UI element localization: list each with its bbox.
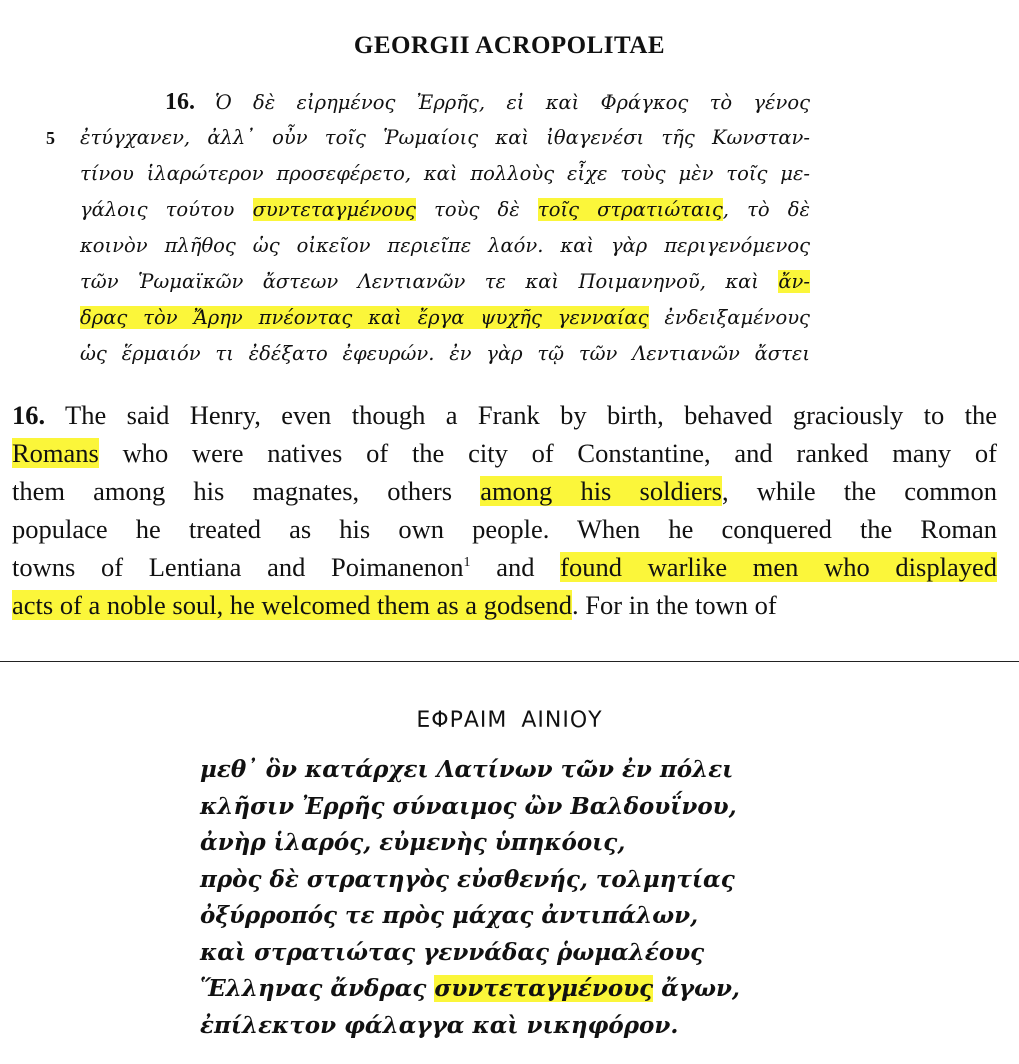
verse-line: ἀνὴρ ἱλαρός, εὐμενὴς ὑπηκόοις, xyxy=(200,829,626,856)
verse-line: μεθ᾿ ὃν κατάρχει Λατίνων τῶν ἐν πόλει xyxy=(200,756,734,783)
highlighted-phrase: δρας τὸν Ἄρην πνέοντας καὶ ἔργα ψυχῆς γενναίας xyxy=(80,306,649,329)
acropolites-greek-text xyxy=(46,84,810,372)
line-marker: 5 xyxy=(46,128,55,148)
highlighted-phrase: among his soldiers xyxy=(480,476,722,506)
section-divider xyxy=(0,661,1019,662)
highlighted-phrase: acts of a noble soul, he welcomed them as a godsend xyxy=(12,590,573,620)
translation-line: Romans who were natives of the city of Constantine, and ranked many of xyxy=(12,438,997,468)
greek-line: 16. Ὁ δὲ εἰρημένος Ἐρρῆς, εἰ καὶ Φράγκος τὸ γένος xyxy=(165,89,810,115)
greek-line: κοινὸν πλῆθος ὡς οἰκεῖον περιεῖπε λαόν. καὶ γὰρ περιγενόμενος xyxy=(80,234,810,257)
greek-line: τῶν Ῥωμαϊκῶν ἄστεων Λεντιανῶν τε καὶ Ποιμανηνοῦ, καὶ ἄν- xyxy=(80,270,810,293)
verse-line: ἐπίλεκτον φάλαγγα καὶ νικηφόρον. xyxy=(200,1011,679,1039)
translation-line: populace he treated as his own people. When he conquered the Roman xyxy=(12,514,997,544)
translation-line: them among his magnates, others among his soldiers, while the common xyxy=(12,476,997,506)
footnote-marker: 1 xyxy=(463,555,471,571)
greek-line: γάλοις τούτου συντεταγμένους τοὺς δὲ τοῖς στρατιώταις, τὸ δὲ xyxy=(80,198,810,221)
greek-line: 5 ἐτύγχανεν, ἀλλ᾿ οὖν τοῖς Ῥωμαίοις καὶ ἰθαγενέσι τῆς Κωνσταν- xyxy=(80,120,810,156)
highlighted-phrase: συντεταγμένους xyxy=(252,198,416,221)
translation-line: 16. The said Henry, even though a Frank by birth, behaved graciously to the xyxy=(12,400,997,430)
verse-line: κλῆσιν Ἐρρῆς σύναιμος ὢν Βαλδουΐνου, xyxy=(200,792,737,820)
ephraim-title: ΕΦΡΑΙΜ ΑΙΝΙΟΥ xyxy=(416,708,603,733)
translation-line: acts of a noble soul, he welcomed them as a godsend. For in the town of xyxy=(12,590,777,620)
highlighted-phrase: ἄν- xyxy=(778,270,810,293)
greek-line: δρας τὸν Ἄρην πνέοντας καὶ ἔργα ψυχῆς γενναίας ἐνδειξαμένους xyxy=(80,306,810,329)
verse-line: Ἕλληνας ἄνδρας συντεταγμένους ἄγων, xyxy=(200,975,740,1002)
verse-line: πρὸς δὲ στρατηγὸς εὐσθενής, τολμητίας xyxy=(200,865,735,893)
acropolites-title: GEORGII ACROPOLITAE xyxy=(353,32,666,59)
highlighted-phrase: Romans xyxy=(12,438,99,468)
highlighted-phrase: found warlike men who displayed xyxy=(560,552,997,582)
section-number: 16. xyxy=(165,89,195,115)
verse-line: ὀξύρροπός τε πρὸς μάχας ἀντιπάλων, xyxy=(200,902,699,929)
section-number: 16. xyxy=(12,400,46,430)
greek-line: τίνου ἱλαρώτερον προσεφέρετο, καὶ πολλοὺς εἶχε τοὺς μὲν τοῖς με- xyxy=(80,162,810,185)
highlighted-phrase: συντεταγμένους xyxy=(434,975,654,1002)
greek-line: ὡς ἕρμαιόν τι ἐδέξατο ἐφευρών. ἐν γὰρ τῷ τῶν Λεντιανῶν ἄστει xyxy=(80,342,810,365)
verse-line: καὶ στρατιώτας γεννάδας ῥωμαλέους xyxy=(200,938,705,966)
translation-line: towns of Lentiana and Poimanenon$^1$ and found warlike men who displayed xyxy=(12,552,997,582)
english-translation xyxy=(12,396,997,624)
ephraim-verse xyxy=(200,752,820,1044)
highlighted-phrase: τοῖς στρατιώταις xyxy=(537,198,723,221)
